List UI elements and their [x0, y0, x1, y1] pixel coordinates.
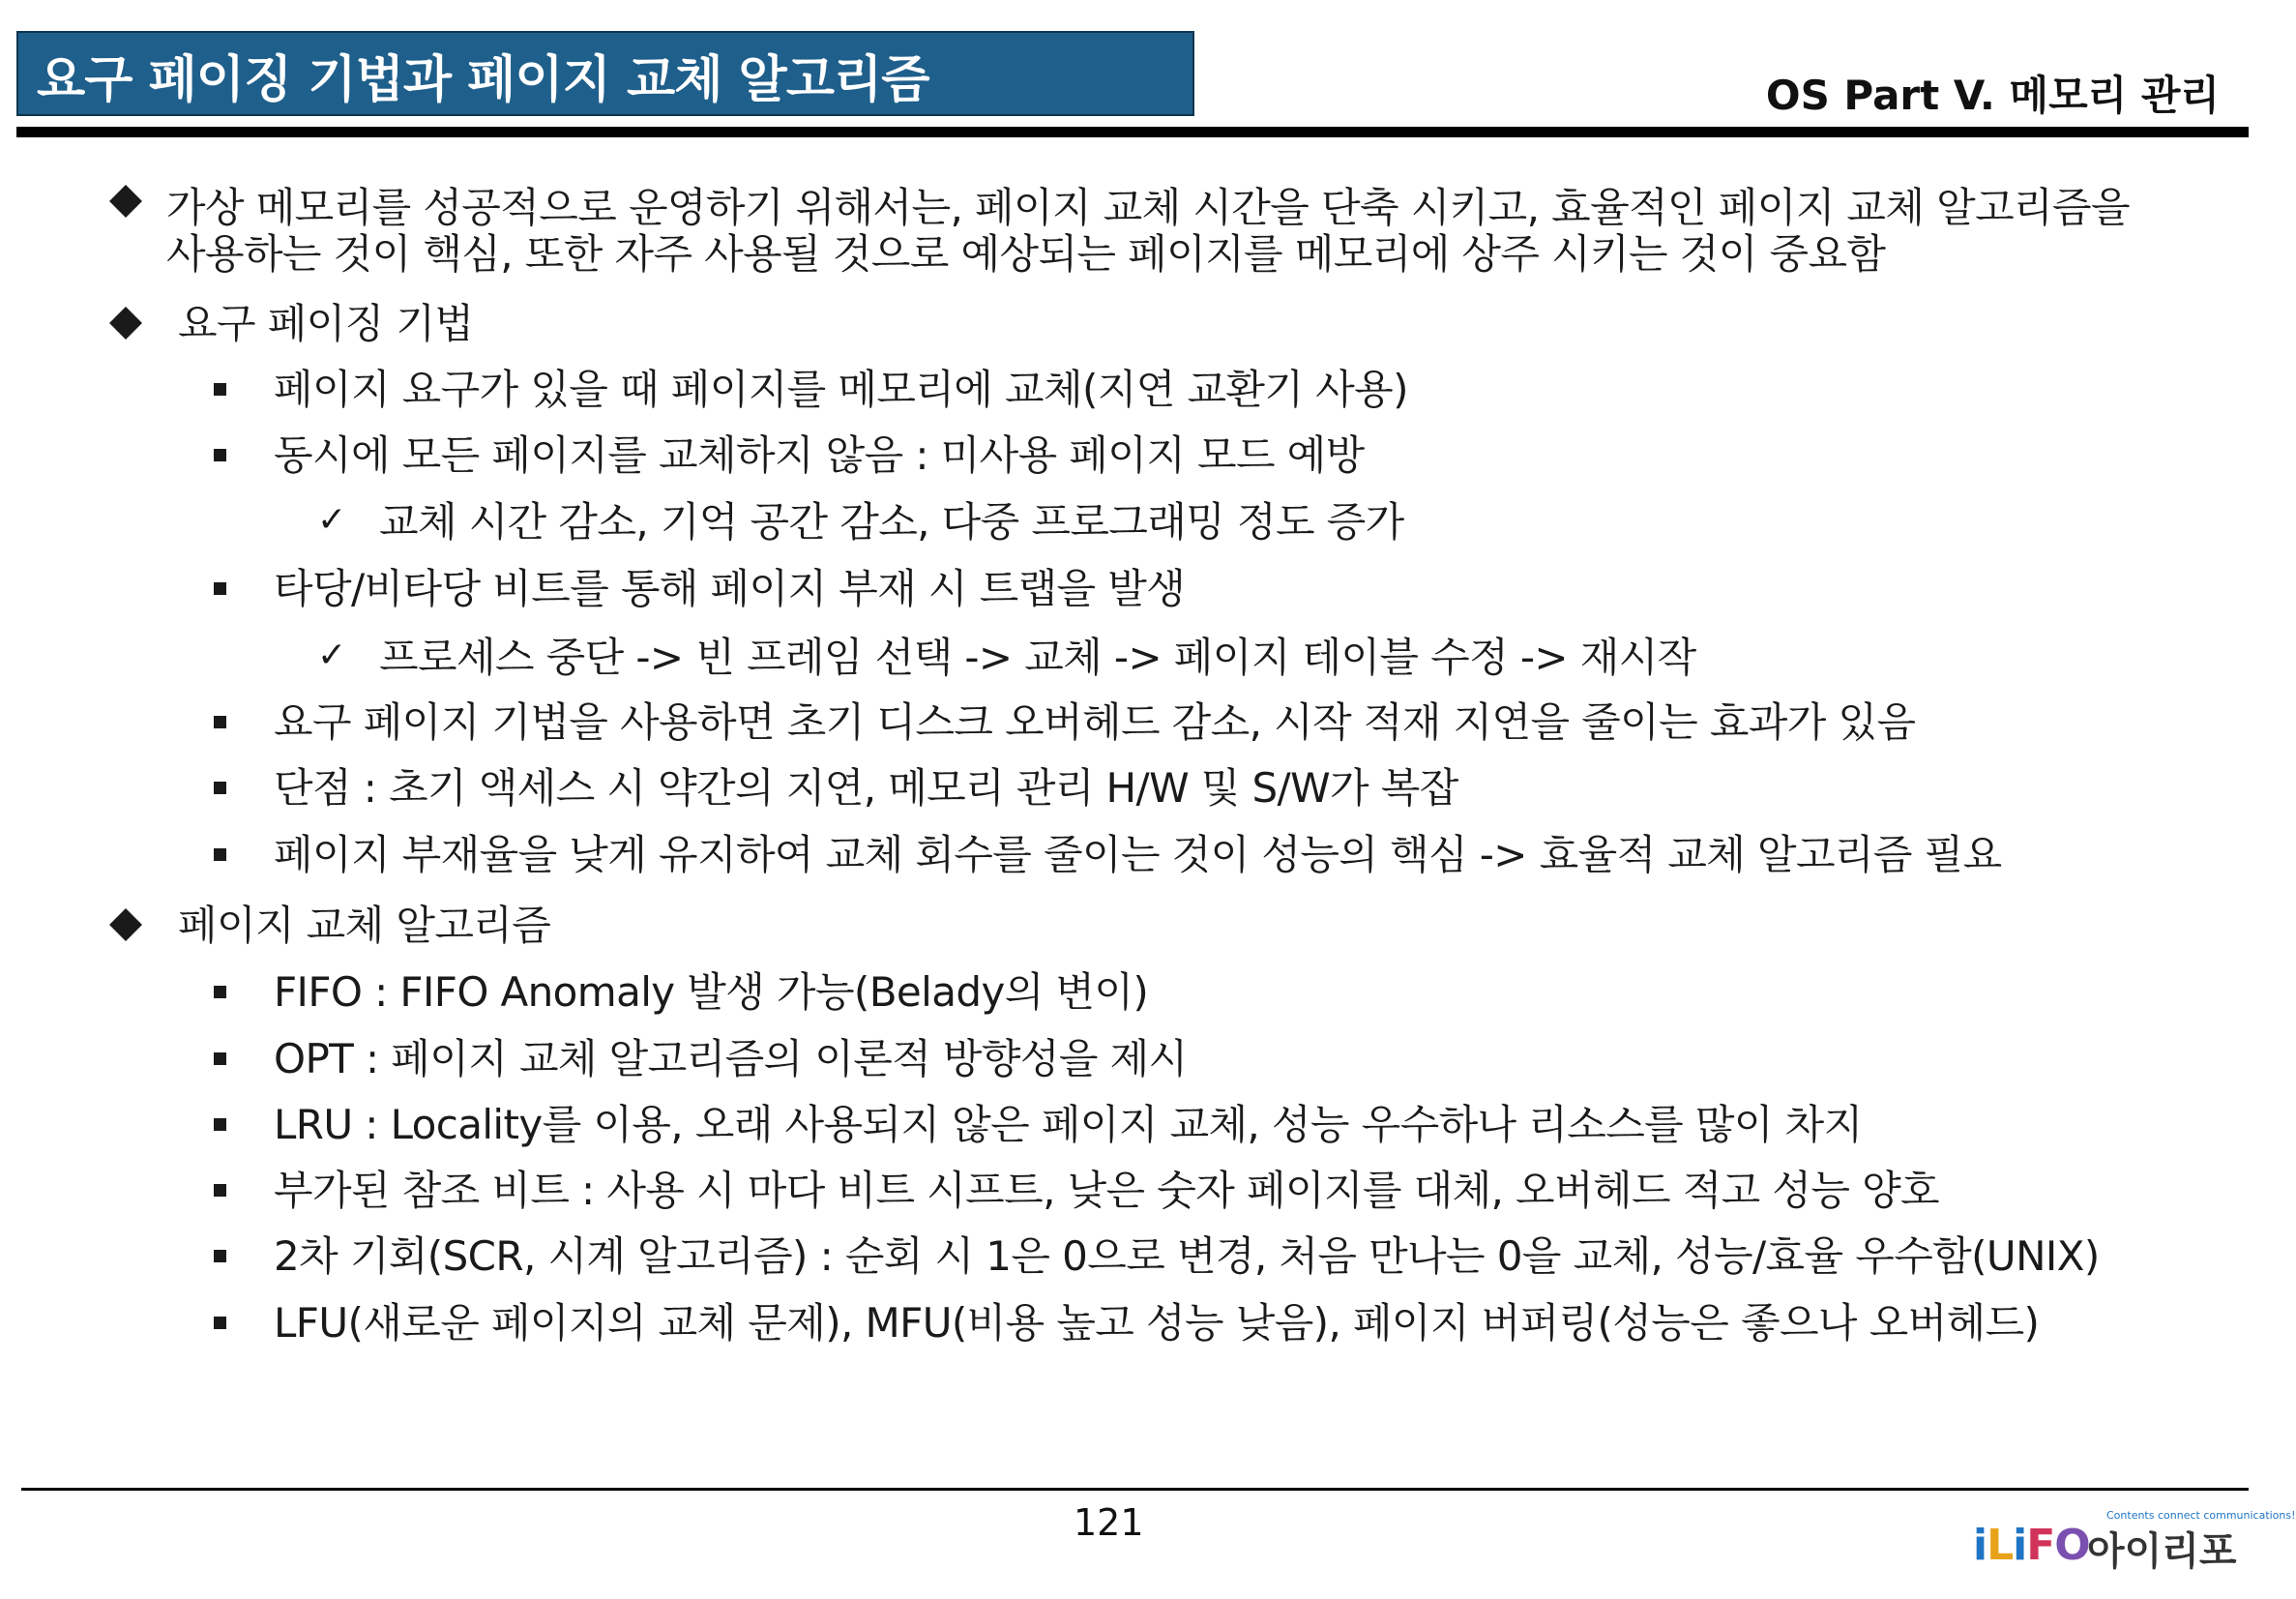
logo-letter: F — [2026, 1521, 2055, 1570]
logo-letter: L — [1987, 1521, 2014, 1570]
list-item: 요구 페이지 기법을 사용하면 초기 디스크 오버헤드 감소, 시작 적재 지연을 줄이는 효과가 있음 — [274, 698, 1916, 746]
list-item: 단점 : 초기 액세스 시 약간의 지연, 메모리 관리 H/W 및 S/W가 복잡 — [274, 764, 1458, 812]
bullet-intro-line-2: 사용하는 것이 핵심, 또한 자주 사용될 것으로 예상되는 페이지를 메모리에 상주 시키는 것이 중요함 — [166, 230, 1886, 278]
page-number: 121 — [1074, 1501, 1144, 1544]
ilifo-logo — [1973, 1509, 2296, 1574]
check-icon: ✓ — [317, 500, 347, 540]
list-item: LFU(새로운 페이지의 교체 문제), MFU(비용 높고 성능 낮음), 페이지 버퍼링(성능은 좋으나 오버헤드) — [274, 1299, 2040, 1347]
list-item: FIFO : FIFO Anomaly 발생 가능(Belady의 변이) — [274, 968, 1149, 1016]
list-item: 부가된 참조 비트 : 사용 시 마다 비트 시프트, 낮은 숫자 페이지를 대체, 오버헤드 적고 성능 양호 — [274, 1167, 1940, 1214]
list-item: 교체 시간 감소, 기억 공간 감소, 다중 프로그래밍 정도 증가 — [379, 498, 1404, 546]
list-item: 페이지 부재율을 낮게 유지하여 교체 회수를 줄이는 것이 성능의 핵심 -> 효율적 교체 알고리즘 필요 — [274, 831, 2002, 878]
square-bullet-icon — [214, 449, 226, 461]
diamond-bullet-icon — [109, 908, 142, 941]
list-item: 페이지 요구가 있을 때 페이지를 메모리에 교체(지연 교환기 사용) — [274, 366, 1408, 413]
list-item: 동시에 모든 페이지를 교체하지 않음 : 미사용 페이지 모드 예방 — [274, 431, 1365, 479]
square-bullet-icon — [214, 1317, 226, 1329]
logo-korean: 아이리포 — [2087, 1529, 2237, 1574]
section-label: OS Part V. 메모리 관리 — [1765, 72, 2220, 119]
square-bullet-icon — [214, 716, 226, 728]
square-bullet-icon — [214, 782, 226, 794]
footer-divider — [21, 1488, 2249, 1491]
square-bullet-icon — [214, 848, 226, 861]
logo-letter: O — [2054, 1521, 2090, 1570]
slide-title: 요구 페이징 기법과 페이지 교체 알고리즘 — [37, 51, 929, 109]
square-bullet-icon — [214, 1118, 226, 1131]
logo-tagline: Contents connect communications! — [2106, 1509, 2296, 1522]
logo-letter: i — [2013, 1521, 2027, 1570]
square-bullet-icon — [214, 1250, 226, 1262]
diamond-bullet-icon — [109, 307, 142, 340]
list-item: OPT : 페이지 교체 알고리즘의 이론적 방향성을 제시 — [274, 1035, 1188, 1082]
diamond-bullet-icon — [109, 185, 142, 218]
logo-mark — [1973, 1521, 2090, 1570]
logo-letter: i — [1973, 1521, 1987, 1570]
heading-replacement-algorithms: 페이지 교체 알고리즘 — [178, 902, 551, 949]
header-divider — [16, 127, 2249, 137]
heading-demand-paging: 요구 페이징 기법 — [178, 300, 474, 347]
square-bullet-icon — [214, 582, 226, 595]
square-bullet-icon — [214, 1052, 226, 1065]
bullet-intro-line-1: 가상 메모리를 성공적으로 운영하기 위해서는, 페이지 교체 시간을 단축 시키고, 효율적인 페이지 교체 알고리즘을 — [166, 184, 2130, 231]
square-bullet-icon — [214, 1184, 226, 1197]
list-item: 2차 기회(SCR, 시계 알고리즘) : 순회 시 1은 0으로 변경, 처음 만나는 0을 교체, 성능/효율 우수함(UNIX) — [274, 1232, 2100, 1280]
square-bullet-icon — [214, 383, 226, 396]
check-icon: ✓ — [317, 636, 347, 675]
list-item: 타당/비타당 비트를 통해 페이지 부재 시 트랩을 발생 — [274, 565, 1186, 612]
list-item: LRU : Locality를 이용, 오래 사용되지 않은 페이지 교체, 성능 우수하나 리소스를 많이 차지 — [274, 1101, 1863, 1148]
square-bullet-icon — [214, 986, 226, 998]
list-item: 프로세스 중단 -> 빈 프레임 선택 -> 교체 -> 페이지 테이블 수정 -> 재시작 — [379, 634, 1696, 681]
